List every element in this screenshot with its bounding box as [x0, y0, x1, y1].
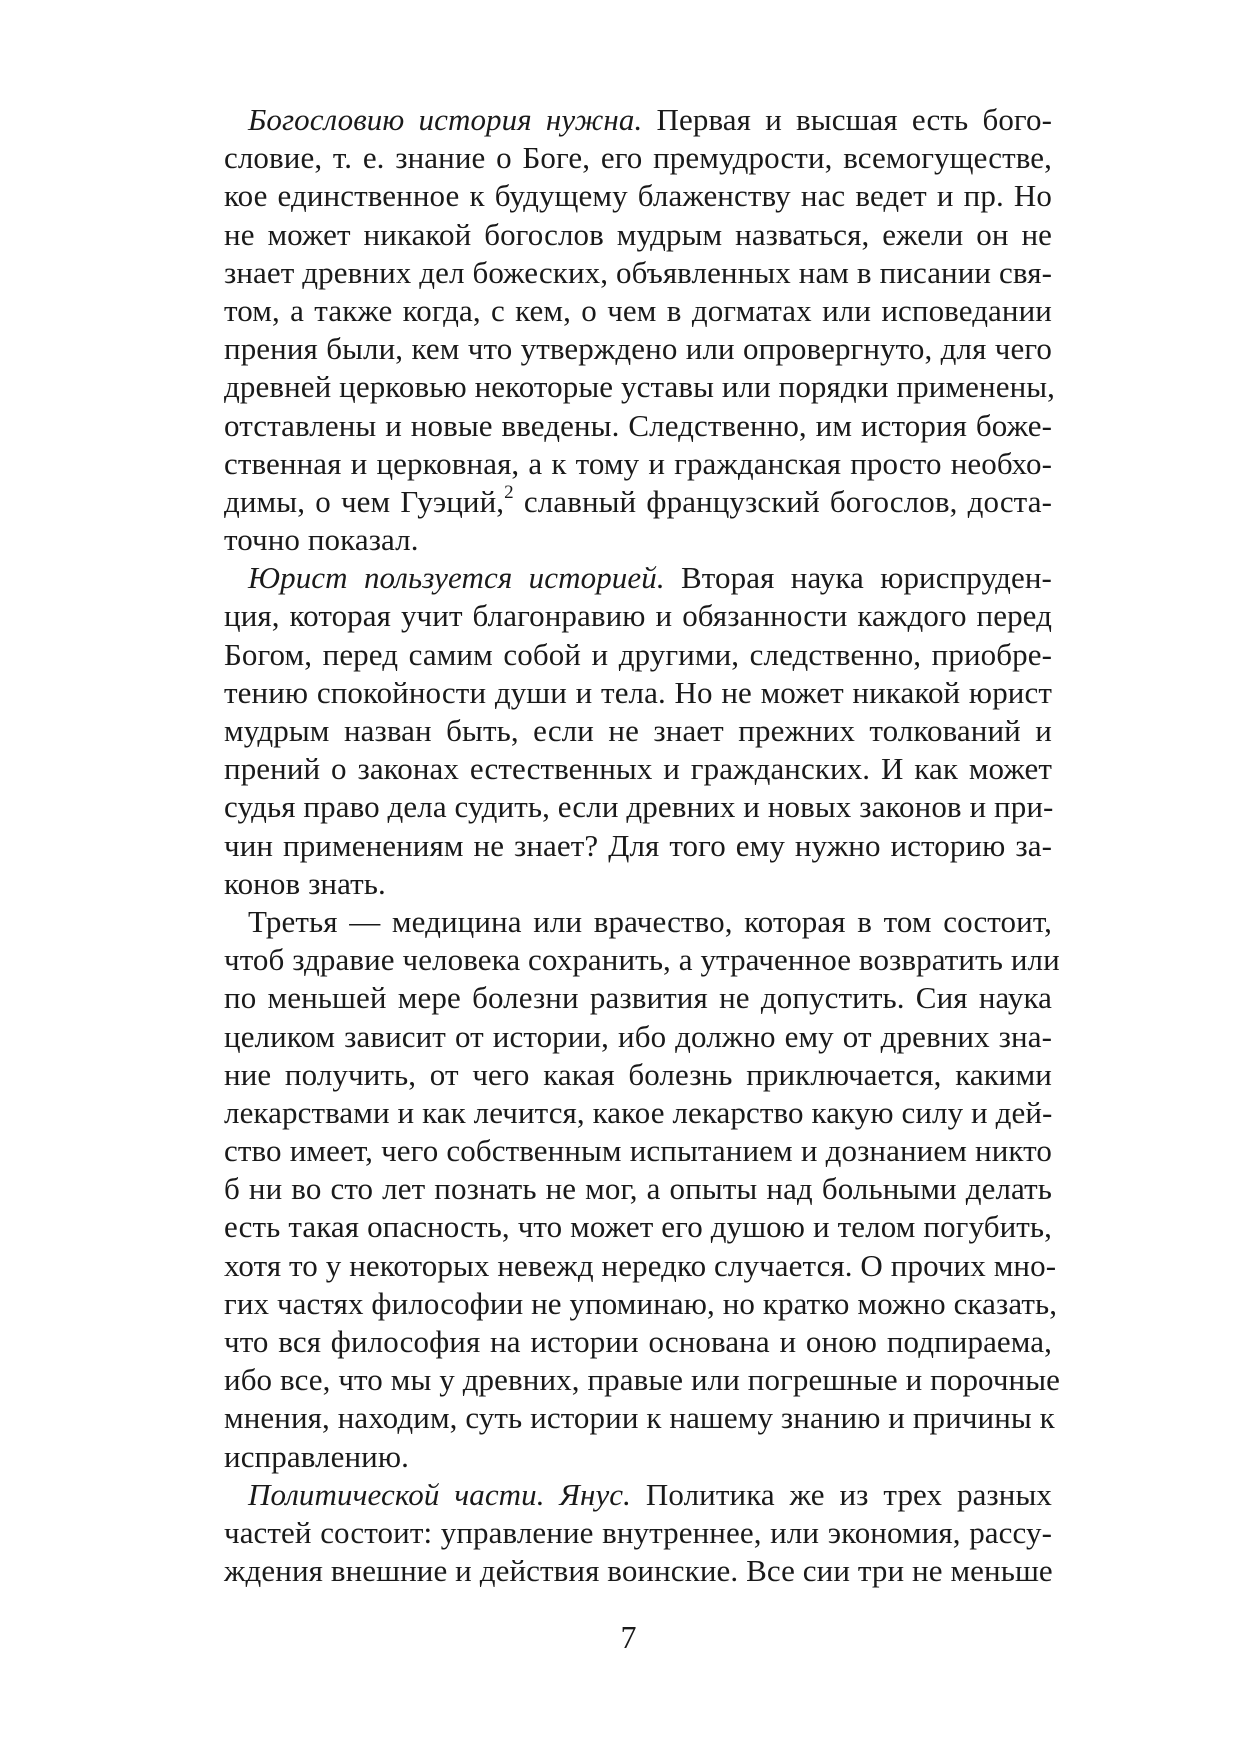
text-line: хотя то у некоторых невежд нередко случается. О прочих мно- [224, 1247, 1057, 1283]
italic-heading: Юрист пользуется историей. [248, 560, 665, 596]
text-line: ние получить, от чего какая болезнь приключается, какими [224, 1056, 1052, 1092]
text-line: не может никакой богослов мудрым назваться, ежели он не [224, 216, 1052, 252]
text-line: лекарствами и как лечится, какое лекарство какую силу и дей- [224, 1094, 1053, 1130]
text-line: мнения, находим, суть истории к нашему знанию и причины к [224, 1400, 1055, 1436]
text-line: б ни во сто лет познать не мог, а опыты над больными делать [224, 1171, 1052, 1207]
text-line: целиком зависит от истории, ибо должно ему от древних зна- [224, 1018, 1052, 1054]
italic-heading: Богословию история нужна. [248, 102, 643, 137]
text-line: точно показал. [224, 522, 419, 558]
italic-heading: Политической части. Янус. [248, 1476, 632, 1512]
text-line: отставлены и новые введены. Следственно, им история боже- [224, 407, 1052, 443]
text-line: Политической части. Янус. Политика же из трех разных [248, 1476, 1053, 1512]
paragraph-medicine [224, 903, 1061, 1476]
text-line: тению спокойности души и тела. Но не может никакой юрист [224, 674, 1052, 710]
paragraph-politics [224, 1476, 1052, 1591]
text-line: знает древних дел божеских, объявленных нам в писании свя- [224, 254, 1052, 290]
text-line: Юрист пользуется историей. Вторая наука юриспруден- [248, 560, 1052, 596]
text-line: конов знать. [224, 865, 386, 901]
text-line: чин применениям не знает? Для того ему нужно историю за- [224, 827, 1052, 863]
text-line: Третья — медицина или врачество, которая в том состоит, [248, 903, 1052, 939]
text-line: что вся философия на истории основана и оною подпираема, [224, 1324, 1052, 1359]
text-line: ибо все, что мы у древних, правые или погрешные и порочные [224, 1362, 1061, 1398]
text-line: димы, о чем Гуэций,$^2$ славный французский богослов, доста- [224, 481, 1052, 519]
text-line: ждения внешние и действия воинские. Все сии три не меньше [224, 1553, 1053, 1589]
body-text [224, 101, 1061, 1590]
text-line: кое единственное к будущему блаженству нас ведет и пр. Но [224, 178, 1052, 214]
paragraph-jurisprudence [224, 559, 1052, 903]
text-line: гих частях философии не упоминаю, но кратко можно сказать, [224, 1285, 1058, 1321]
text-line: прения были, кем что утверждено или опровергнуто, для чего [224, 331, 1052, 367]
footnote-marker[interactable]: 2 [504, 481, 514, 503]
text-line: Богословию история нужна. Первая и высшая есть бого- [248, 102, 1052, 137]
text-line: есть такая опасность, что может его душою и телом погубить, [224, 1209, 1052, 1245]
text-line: чтоб здравие человека сохранить, а утраченное возвратить или [224, 942, 1060, 978]
text-line: ция, которая учит благонравию и обязанности каждого перед [224, 598, 1052, 634]
text-line: исправлению. [224, 1438, 409, 1474]
text-line: мудрым назван быть, если не знает прежних толкований и [224, 713, 1052, 748]
page-number: 7 [620, 1619, 637, 1655]
text-line: частей состоит: управление внутреннее, или экономия, рассу- [224, 1514, 1052, 1550]
text-line: ственная и церковная, а к тому и гражданская просто необхо- [224, 445, 1052, 481]
paragraph-theology [224, 101, 1056, 559]
text-line: словие, т. е. знание о Боге, его премудрости, всемогуществе, [224, 140, 1052, 176]
text-line: Богом, перед самим собой и другими, следственно, приобре- [224, 636, 1052, 672]
text-line: ство имеет, чего собственным испытанием и дознанием никто [224, 1133, 1052, 1169]
text-line: древней церковью некоторые уставы или порядки применены, [224, 369, 1056, 405]
text-line: по меньшей мере болезни развития не допустить. Сия наука [224, 980, 1052, 1016]
text-line: судья право дела судить, если древних и новых законов и при- [224, 789, 1054, 825]
text-line: том, а также когда, с кем, о чем в догматах или исповедании [224, 292, 1052, 328]
text-line: прений о законах естественных и гражданских. И как может [224, 751, 1052, 787]
